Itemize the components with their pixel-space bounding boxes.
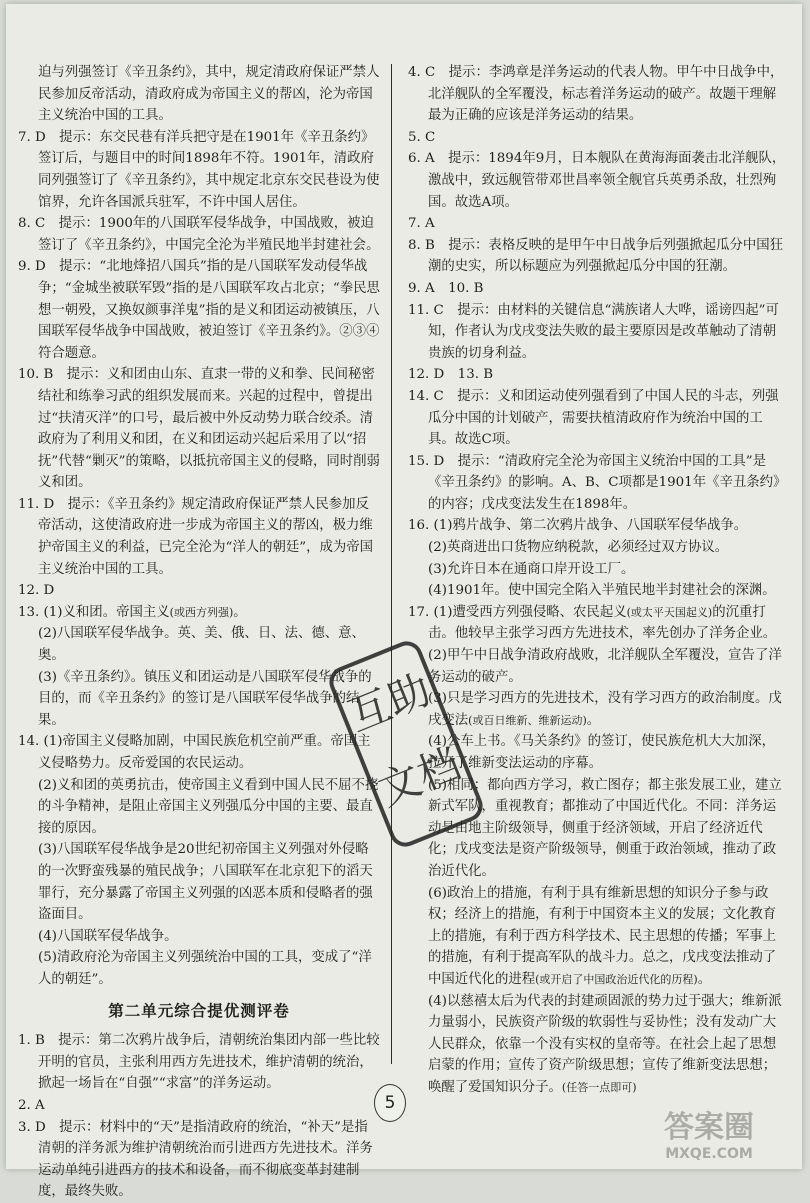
answer-item (408, 62, 788, 127)
answer-text: (3)只是学习西方的先进技术，没有学习西方的政治制度。戊戌变法 (428, 691, 782, 728)
mxqe-watermark-icon (634, 1103, 784, 1163)
answer-text: 第二单元综合提优测评卷 (108, 1001, 290, 1020)
answer-item (408, 991, 788, 1099)
column-divider (391, 64, 392, 1064)
answer-text: (6)政治上的措施，有利于具有维新思想的知识分子参与政权；经济上的措施，有利于中国资本主义的发展；文化教育上的措施，有利于西方科学技术、民主思想的传播；军事上的措施，有利于提高军队的战斗力。总之，戊戌变法推动了中国近代化的进程 (428, 885, 777, 987)
answer-item (408, 451, 788, 516)
answer-text: 17. (1)遭受西方列强侵略、农民起义 (408, 604, 627, 620)
answer-text: (4)八国联军侵华战争。 (38, 928, 178, 944)
answer-text: (2)英商进出口货物应纳税款，必须经过双方协议。 (428, 540, 729, 556)
answer-item (408, 300, 788, 365)
answer-item (408, 775, 788, 883)
answer-text: 6. A 提示：1894年9月，日本舰队在黄海海面袭击北洋舰队，激战中，致远舰管带邓世昌率领全舰官兵英勇杀敌，壮烈殉国。故选A项。 (408, 151, 786, 210)
answer-item (18, 127, 380, 213)
answer-item (18, 1117, 380, 1203)
answer-text: 14. C 提示：义和团运动使列强看到了中国人民的斗志，列强瓜分中国的计划破产，需要扶植清政府作为统治中国的工具。故选C项。 (408, 388, 779, 448)
page-number: 5 (374, 1084, 406, 1122)
answer-text: (5)清政府沦为帝国主义列强统治中国的工具，变成了“洋人的朝廷”。 (38, 950, 372, 987)
answer-item (18, 623, 380, 666)
answer-item (408, 731, 788, 774)
answer-text: 迫与列强签订《辛丑条约》，其中，规定清政府保证严禁人民参加反帝活动，清政府成为帝国主义的帮凶，沦为帝国主义统治中国的工具。 (38, 65, 380, 124)
answer-item (18, 580, 380, 602)
answer-suffix: 的沉重打击。他较早主张学习西方先进技术，率先创办了洋务企业。 (428, 604, 777, 642)
answer-text: 15. D 提示：“清政府完全沦为帝国主义统治中国的工具”是《辛丑条约》的影响。A、B、C项都是1901年《辛丑条约》的内容；戊戌变法发生在1898年。 (408, 453, 787, 512)
answer-text: 1. B 提示：第二次鸦片战争后，清朝统治集团内部一些比较开明的官员，主张利用西方先进技术，维护清朝的统治，掀起一场旨在“自强”“求富”的洋务运动。 (18, 1033, 380, 1092)
answer-item (408, 559, 788, 581)
answer-text: (3)允许日本在通商口岸开设工厂。 (428, 561, 635, 577)
answer-text: 11. C 提示：由材料的关键信息“满族诸人大哗，谣谤四起”可知，作者认为戊戌变法失败的最主要原因是改革触动了清朝贵族的切身利益。 (408, 302, 779, 361)
answer-item (18, 839, 380, 925)
answer-item (18, 775, 380, 840)
answer-suffix: 。 (233, 604, 247, 620)
answer-text: (4)公车上书。《马关条约》的签订，使民族危机大大加深，拉开了维新变法运动的序幕。 (428, 734, 776, 771)
answer-item (18, 1095, 380, 1117)
answer-item (408, 213, 788, 235)
answer-item (408, 278, 788, 300)
answer-item (18, 213, 380, 256)
answer-text: 16. (1)鸦片战争、第二次鸦片战争、八国联军侵华战争。 (408, 518, 748, 534)
answer-text: (5)相同：都向西方学习，救亡图存；都主张发展工业，建立新式军队，重视教育；都推动了中国近代化。不同：洋务运动是由地主阶级领导，侧重于经济领域，开启了经济近代化；戊戌变法是资产阶级领导，侧重于政治领域，推动了政治近代化。 (428, 777, 782, 879)
answer-text: 7. A (408, 216, 435, 232)
answer-note: (或开启了中国政治近代化的历程) (535, 972, 698, 986)
answer-text: 13. (1)义和团。帝国主义 (18, 604, 170, 620)
svg-text:MXQE.COM: MXQE.COM (665, 1146, 753, 1162)
answer-text: 14. (1)帝国主义侵略加剧，中国民族危机空前严重。帝国主义侵略势力。反帝爱国的农民运动。 (18, 734, 371, 771)
answer-text: (3)《辛丑条约》。镇压义和团运动是八国联军侵华战争的目的，而《辛丑条约》的签订是八国联军侵华战争的结果。 (38, 669, 372, 728)
answer-item (408, 127, 788, 149)
answer-item (408, 386, 788, 451)
answer-text: 12. D (18, 583, 55, 599)
answer-note: (或百日维新、维新运动) (468, 713, 587, 727)
answer-suffix: 。 (697, 971, 712, 987)
answer-item (408, 515, 788, 537)
answer-note: (或西方列强) (169, 605, 234, 619)
answer-item (408, 883, 788, 991)
answer-item (18, 256, 380, 364)
section-heading (18, 1001, 380, 1023)
answer-item (408, 235, 788, 278)
answer-item (408, 537, 788, 559)
answer-text: 3. D 提示：材料中的“天”是指清政府的统治，“补天”是指清朝的洋务派为维护清朝统治而引进西方先进技术。洋务运动单纯引进西方的技术和设备，而不彻底变革封建制度，最终失败。 (18, 1119, 373, 1200)
answer-item (408, 364, 788, 386)
answer-text: 11. D 提示：《辛丑条约》规定清政府保证严禁人民参加反帝活动，这使清政府进一步成为帝国主义的帮凶，极力维护帝国主义的利益，已完全沦为“洋人的朝廷”，成为帝国主义统治中国的工具。 (18, 496, 374, 577)
answer-item (18, 602, 380, 624)
answer-text: (2)八国联军侵华战争。英、美、俄、日、法、德、意、奥。 (38, 626, 365, 664)
answer-text: (4)1901年。使中国完全陷入半殖民地半封建社会的深渊。 (428, 583, 776, 599)
answer-item (408, 580, 788, 602)
answer-item (408, 645, 788, 688)
answer-text: 5. C (408, 129, 436, 145)
answer-text: 4. C 提示：李鸿章是洋务运动的代表人物。甲午中日战争中，北洋舰队的全军覆没，标志着洋务运动的破产。故题干理解最为正确的应该是洋务运动的结果。 (408, 65, 784, 124)
svg-text:答案圈: 答案圈 (664, 1110, 754, 1145)
answer-text: 9. A 10. B (408, 280, 484, 296)
answer-text: (2)义和团的英勇抗击，使帝国主义看到中国人民不屈不挠的斗争精神，是阻止帝国主义列强瓜分中国的主要、最直接的原因。 (38, 777, 379, 836)
answer-item (18, 731, 380, 774)
answer-text: 7. D 提示：东交民巷有洋兵把守是在1901年《辛丑条约》签订后，与题目中的时间1898年不符。1901年，清政府同列强签订了《辛丑条约》，其中规定北京东交民巷设为使馆界，允许各国派兵驻军，不许中国人居住。 (18, 129, 380, 210)
answer-item (18, 947, 380, 990)
answer-suffix: 。 (586, 712, 601, 728)
answer-item (18, 62, 380, 127)
answer-text: (4)以慈禧太后为代表的封建顽固派的势力过于强大；维新派力量弱小，民族资产阶级的软弱性与妥协性；没有发动广大人民群众，依靠一个没有实权的皇帝等。在社会上起了思想启蒙的作用；宣传了资产阶级思想；宣传了维新变法思想；唤醒了爱国知识分子。 (428, 993, 782, 1095)
svg-text:互助: 互助 (341, 664, 438, 742)
answer-text: 8. C 提示：1900年的八国联军侵华战争，中国战败，被迫签订了《辛丑条约》，中国完全沦为半殖民地半封建社会。 (18, 216, 380, 253)
answer-item (18, 364, 380, 494)
answer-item (18, 926, 380, 948)
answer-text: (3)八国联军侵华战争是20世纪初帝国主义列强对外侵略的一次野蛮残暴的殖民战争；八国联军在北京犯下的滔天罪行，充分暴露了帝国主义列强的凶恶本质和侵略者的强盗面目。 (38, 842, 373, 923)
answer-note: (或太平天国起义) (626, 605, 713, 619)
answer-item (408, 688, 788, 731)
answer-item (408, 148, 788, 213)
answer-note: (任答一点即可) (561, 1080, 637, 1094)
answer-text: 9. D 提示：“北地烽招八国兵”指的是八国联军发动侵华战争；“金城坐被联军毁”指的是八国联军攻占北京；“拳民思想一朝殁，又换奴颜事洋鬼”指的是义和团运动被镇压，八国联军侵华战争中国战败，被迫签订《辛丑条约》。②③④符合题意。 (18, 259, 380, 361)
answer-key-page (6, 4, 802, 1200)
answer-item (18, 1030, 380, 1095)
answer-text: (2)甲午中日战争清政府战败，北洋舰队全军覆没，宣告了洋务运动的破产。 (428, 648, 782, 685)
answer-text: 10. B 提示：义和团由山东、直隶一带的义和拳、民间秘密结社和练拳习武的组织发展而来。兴起的过程中，曾提出过“扶清灭洋”的口号，最后被中外反动势力联合绞杀。清政府为了利用义和团，在义和团运动兴起后采用了以“招抚”代替“剿灭”的策略，以抵抗帝国主义的侵略，同时削弱义和团。 (18, 367, 380, 491)
right-column (408, 62, 788, 1099)
answer-text: 12. D 13. B (408, 367, 494, 383)
answer-text: 2. A (18, 1097, 45, 1113)
answer-item (408, 602, 788, 645)
left-column (18, 62, 380, 1203)
answer-item (18, 667, 380, 732)
answer-item (18, 494, 380, 580)
answer-text: 8. B 提示：表格反映的是甲午中日战争后列强掀起瓜分中国狂潮的史实，所以标题应为列强掀起瓜分中国的狂潮。 (408, 237, 784, 275)
svg-text:文档: 文档 (371, 738, 468, 816)
